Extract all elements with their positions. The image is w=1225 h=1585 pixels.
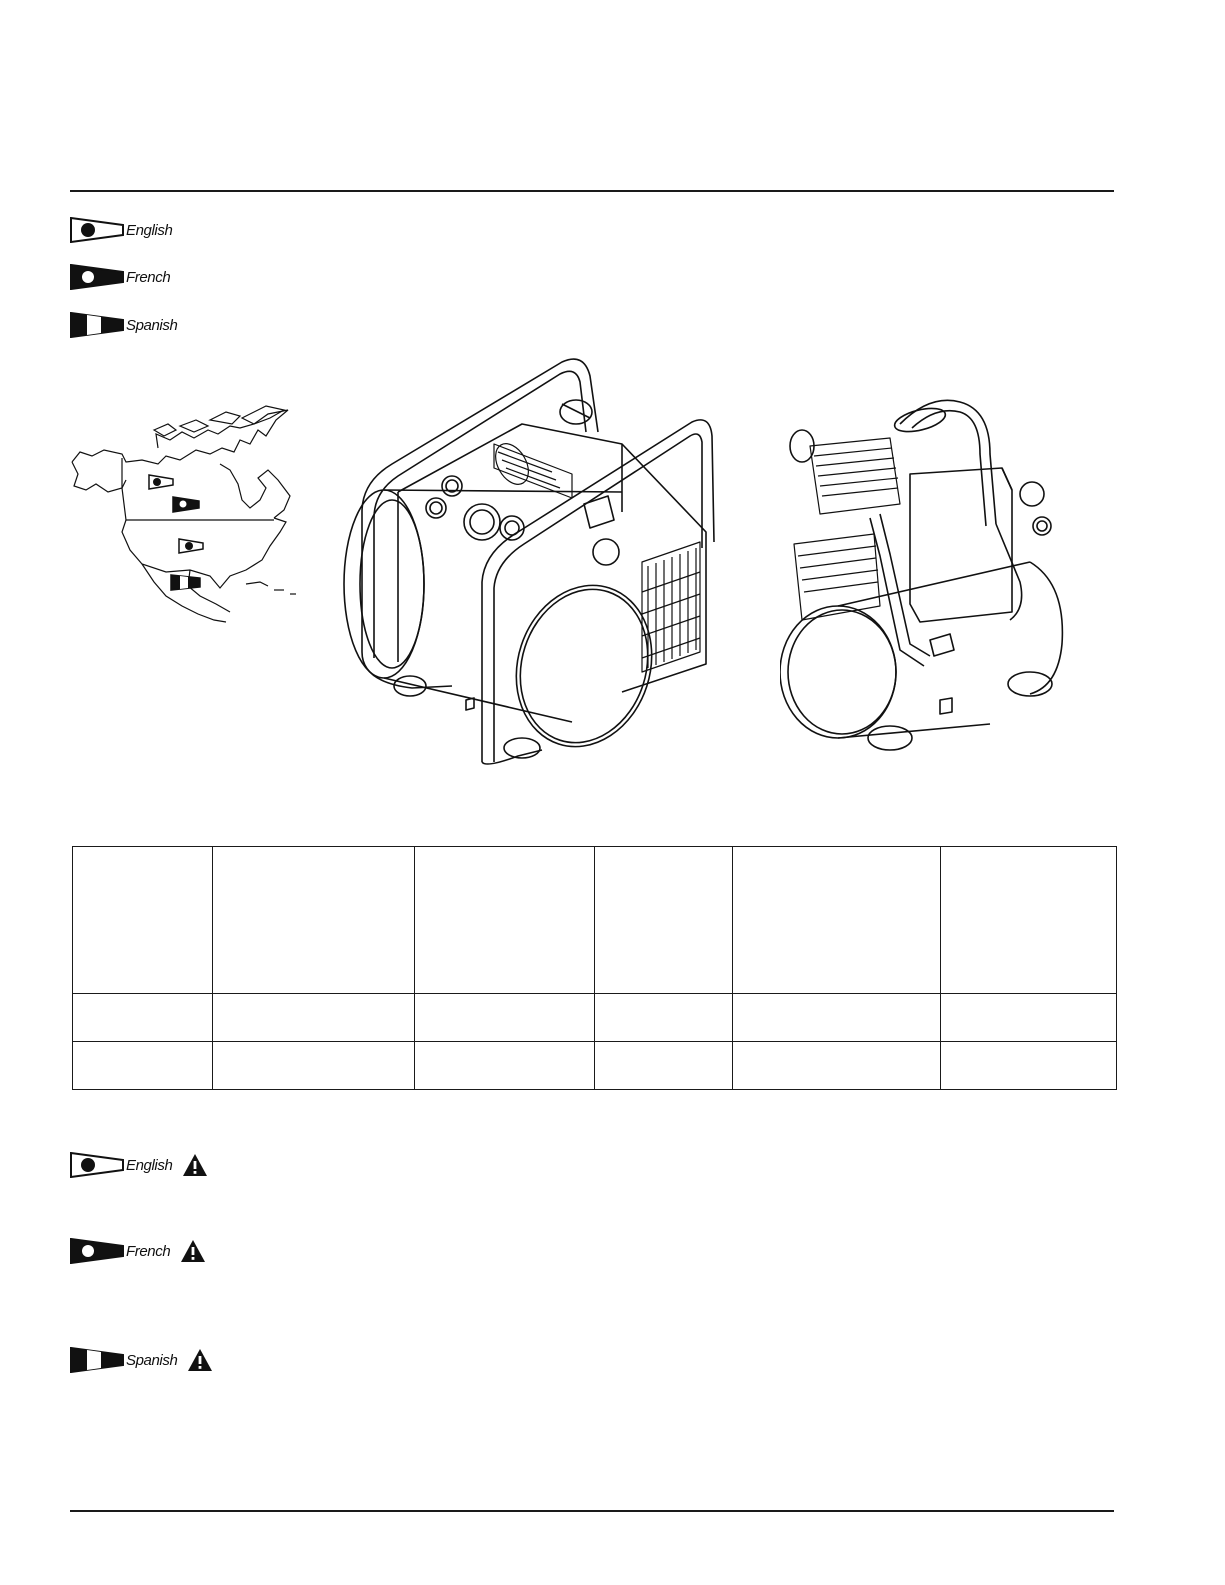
warning-spanish-label: Spanish <box>126 1351 178 1369</box>
spec-cell <box>941 1042 1117 1090</box>
spec-cell <box>941 994 1117 1042</box>
warning-french-label: French <box>126 1242 171 1260</box>
legend-english-label: English <box>126 221 173 239</box>
spanish-flag-icon <box>70 312 124 338</box>
warning-triangle-icon <box>187 1348 213 1372</box>
legend-english <box>70 215 172 245</box>
warning-french <box>70 1236 206 1266</box>
spec-cell <box>213 994 415 1042</box>
spec-cell <box>213 1042 415 1090</box>
north-america-map <box>70 400 300 625</box>
warning-triangle-icon <box>182 1153 208 1177</box>
spec-header-cell <box>73 847 213 994</box>
warning-english-label: English <box>126 1156 173 1174</box>
spec-cell <box>415 1042 595 1090</box>
legend-spanish-label: Spanish <box>126 316 178 334</box>
warning-spanish <box>70 1345 213 1375</box>
english-flag-icon <box>70 217 124 243</box>
legend-french-label: French <box>126 268 171 286</box>
spec-header-cell <box>415 847 595 994</box>
french-flag-icon <box>70 1238 124 1264</box>
air-compressor-roll-cage <box>322 352 722 768</box>
warning-triangle-icon <box>180 1239 206 1263</box>
table-row <box>73 1042 1117 1090</box>
bottom-rule <box>70 1510 1114 1512</box>
spec-cell <box>595 994 733 1042</box>
top-rule <box>70 190 1114 192</box>
french-flag-icon <box>70 264 124 290</box>
spec-table <box>72 846 1117 1090</box>
spec-table-header-row <box>73 847 1117 994</box>
legend-spanish <box>70 310 177 340</box>
english-flag-icon <box>70 1152 124 1178</box>
spec-cell <box>73 994 213 1042</box>
spec-header-cell <box>733 847 941 994</box>
air-compressor-twin-tank <box>780 394 1080 768</box>
spec-cell <box>595 1042 733 1090</box>
spec-cell <box>733 1042 941 1090</box>
spec-cell <box>733 994 941 1042</box>
warning-english <box>70 1150 208 1180</box>
legend-french <box>70 262 170 292</box>
table-row <box>73 994 1117 1042</box>
spec-cell <box>415 994 595 1042</box>
spanish-flag-icon <box>70 1347 124 1373</box>
spec-header-cell <box>213 847 415 994</box>
spec-header-cell <box>595 847 733 994</box>
spec-header-cell <box>941 847 1117 994</box>
spec-cell <box>73 1042 213 1090</box>
